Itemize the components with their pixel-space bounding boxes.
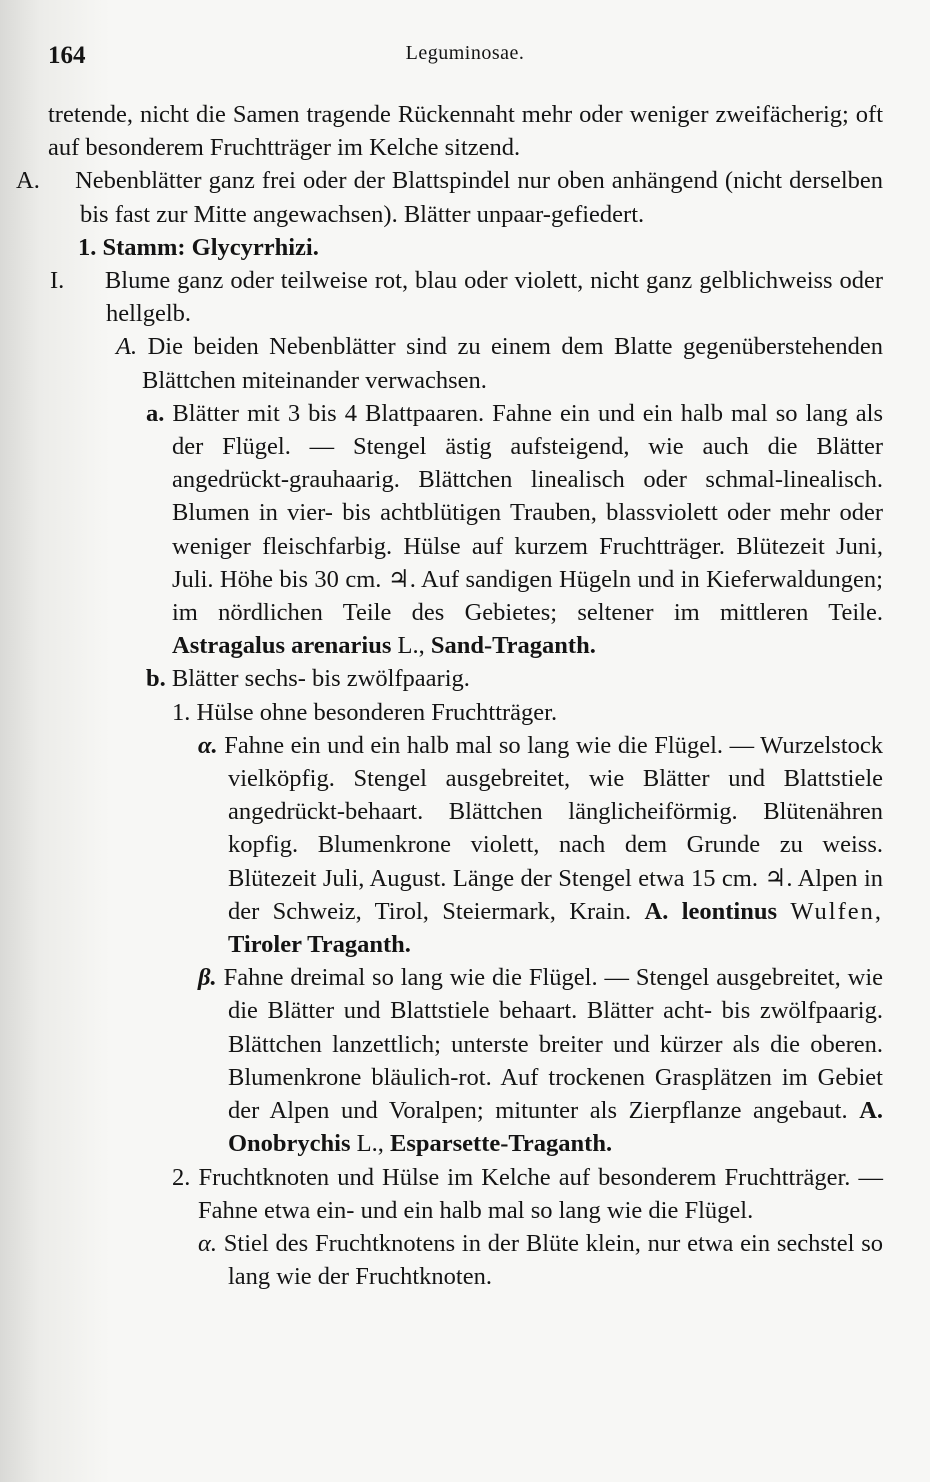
species-a-author: L., [397,632,425,660]
species-onobrychis-common-name: Esparsette-Traganth. [390,1130,613,1158]
section-a-label: a. [146,399,165,427]
section-A2-label: A. [116,333,138,361]
section-I [48,264,883,330]
section-b-label: b. [146,665,166,693]
section-b1 [48,696,883,729]
running-head: Leguminosae. [405,42,525,64]
section-b [48,662,883,695]
section-a [48,397,883,663]
paragraph-continuation: tretende, nicht die Samen tragende Rückennaht mehr oder weniger zweifächerig; oft auf besonderem Fruchtträger im Kelche sitzend. [48,101,883,162]
page-body [16,98,884,1293]
section-b-text: Blätter sechs- bis zwölfpaarig. [171,665,470,693]
section-b1-label: 1. [172,698,191,726]
section-alpha2-text: Stiel des Fruchtknotens in der Blüte klein, nur etwa ein sechstel so lang wie der Fruchtknoten. [223,1229,883,1291]
section-b2 [48,1161,883,1227]
section-A [16,164,884,230]
species-a-common-name: Sand-Traganth. [430,632,596,660]
stamm-label: 1. [78,233,97,261]
section-a-text: Blätter mit 3 bis 4 Blattpaaren. Fahne ein und ein halb mal so lang als der Flügel. — Stengel ästig aufsteigend, wie auch die Blätter angedrückt-grauhaarig. Blättchen linealisch oder schmal-linealisch. Blumen in vier- bis achtblütigen Trauben, blassviolett oder mehr oder weniger fleischfarbig. Hülse auf kurzem Fruchtträger. Blütezeit Juni, Juli. Höhe bis 30 cm. ♃. Auf sandigen Hügeln und in Kieferwaldungen; im nördlichen Teile des Gebietes; seltener im mittleren Teile. [172,399,884,627]
stamm-text: Stamm: [102,233,186,261]
section-alpha2 [48,1227,883,1293]
section-I-text: Blume ganz oder teilweise rot, blau oder violett, nicht ganz gelblichweiss oder hellgelb. [104,267,884,328]
species-leontinus-common-name: Tiroler Traganth. [228,931,411,959]
species-onobrychis-author: L., [356,1130,384,1158]
section-I-label: I. [50,267,65,295]
section-alpha-text: Fahne ein und ein halb mal so lang wie die Flügel. — Wurzelstock vielköpfig. Stengel ausgebreitet, wie Blätter und Blattstiele angedrückt-behaart. Blättchen länglicheiförmig. Blütenähren kopfig. Blumenkrone violett, nach dem Grunde zu weiss. Blütezeit Juli, August. Länge der Stengel etwa 15 cm. ♃. Alpen in der Schweiz, Tirol, Steiermark, Krain. [224,731,884,925]
section-A-label: A. [16,167,40,195]
section-A2 [48,330,883,396]
section-A-text: Nebenblätter ganz frei oder der Blattspindel nur oben anhängend (nicht derselben bis fast zur Mitte angewachsen). Blätter unpaar-gefiedert. [75,167,884,228]
species-leontinus: A. leontinus [644,897,778,925]
species-leontinus-author: Wulfen, [790,897,883,925]
section-beta-label: β. [198,964,217,992]
section-beta [48,961,883,1160]
section-alpha [48,729,883,961]
section-b1-text: Hülse ohne besonderen Fruchtträger. [196,698,558,726]
page-number: 164 [48,42,86,69]
stamm-name: Glycyrrhizi. [191,233,319,261]
section-alpha2-label: α. [198,1229,217,1257]
section-beta-text: Fahne dreimal so lang wie die Flügel. — Stengel ausgebreitet, wie die Blätter und Blattstiele behaart. Blätter acht- bis zwölfpaarig. Blättchen lanzettlich; unterste breiter und kürzer als die oberen. Blumenkrone bläulich-rot. Auf trockenen Grasplätzen im Gebiet der Alpen und Voralpen; mitunter als Zierpflanze angebaut. [223,964,884,1125]
section-b2-label: 2. [172,1163,191,1191]
page-header [48,40,882,76]
stamm-heading [48,231,883,264]
section-b2-text: Fruchtknoten und Hülse im Kelche auf besonderem Fruchtträger. — Fahne etwa ein- und ein halb mal so lang wie die Flügel. [198,1163,884,1224]
section-A2-text: Die beiden Nebenblätter sind zu einem dem Blatte gegenüberstehenden Blättchen miteinander verwachsen. [142,333,883,394]
species-onobrychis: A. Onobrychis [228,1097,884,1158]
species-astragalus-arenarius: Astragalus arenarius [172,632,392,660]
section-alpha-label: α. [198,731,218,759]
